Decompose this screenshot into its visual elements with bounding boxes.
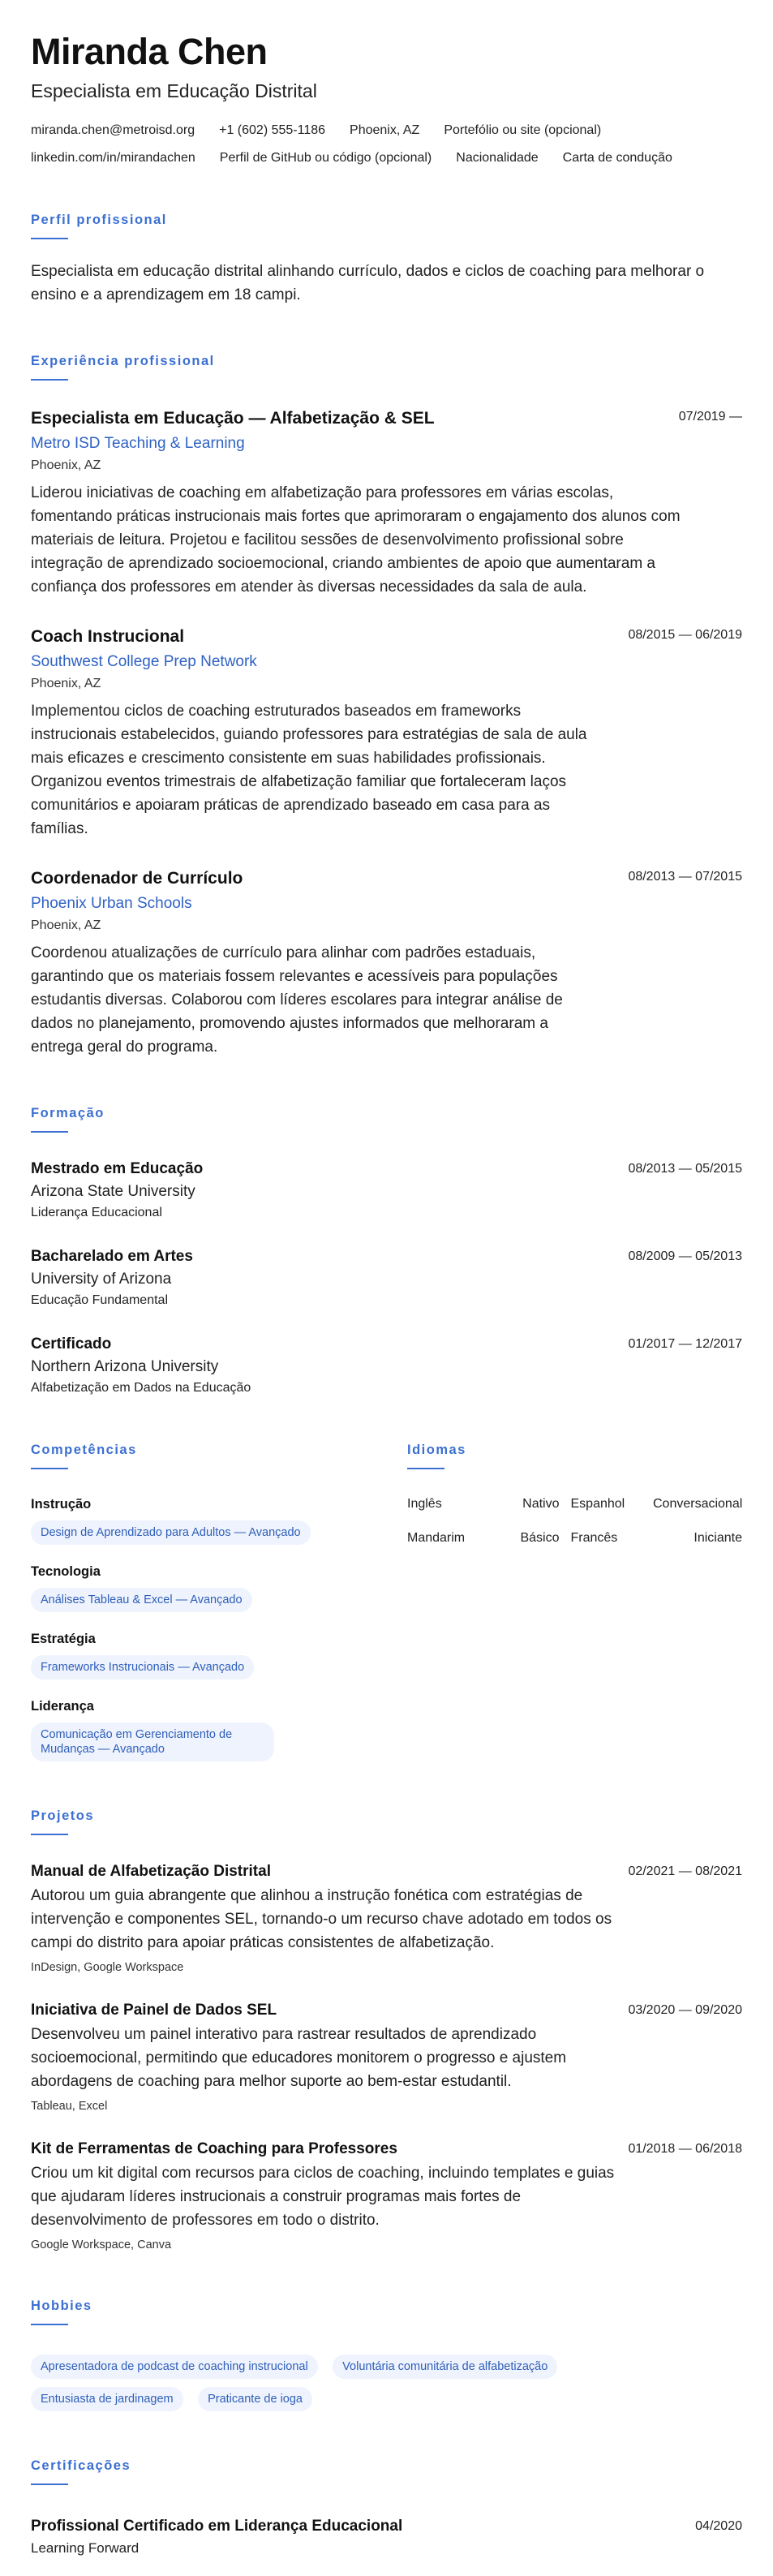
- field-of-study: Alfabetização em Dados na Educação: [31, 1381, 251, 1395]
- project-tools: Tableau, Excel: [31, 2100, 108, 2113]
- skill-tag: Design de Aprendizado para Adultos — Avançado: [31, 1520, 311, 1545]
- hobby-tag: Apresentadora de podcast de coaching instrucional: [31, 2355, 318, 2379]
- school-name: Northern Arizona University: [31, 1358, 219, 1375]
- language-name: Francês: [570, 1531, 618, 1545]
- section-title: Perfil profissional: [31, 213, 167, 227]
- certification-entry: [31, 2518, 742, 2557]
- certification-name: Profissional Certificado em Liderança Educacional: [31, 2518, 403, 2535]
- project-name: Manual de Alfabetização Distrital: [31, 1863, 271, 1880]
- project-description: Desenvolveu um painel interativo para rastrear resultados de aprendizado socioemocional, permitindo que educadores monitorem o progresso e ajustem abordagens de coaching para melhor suporte ao bem-estar estudantil.: [31, 2026, 567, 2090]
- languages-grid: [407, 1497, 742, 1546]
- degree-title: Certificado: [31, 1335, 112, 1353]
- section-divider: [31, 238, 68, 239]
- field-of-study: Educação Fundamental: [31, 1293, 168, 1307]
- experience-entry: [31, 626, 742, 841]
- education-entry: [31, 1248, 742, 1308]
- section-divider: [31, 2484, 68, 2485]
- skill-group: [31, 1699, 407, 1761]
- job-location: Phoenix, AZ: [31, 677, 101, 690]
- project-dates: 03/2020 — 09/2020: [628, 2003, 742, 2017]
- project-dates: 01/2018 — 06/2018: [628, 2142, 742, 2156]
- candidate-headline: Especialista em Educação Distrital: [31, 80, 317, 101]
- contact-row-secondary: [31, 151, 742, 166]
- education-dates: 08/2013 — 05/2015: [628, 1162, 742, 1176]
- skills-section: [31, 1443, 407, 1761]
- contact-driving-license: Carta de condução: [562, 151, 672, 165]
- project-name: Kit de Ferramentas de Coaching para Professores: [31, 2140, 397, 2157]
- job-location: Phoenix, AZ: [31, 458, 101, 472]
- contact-nationality: Nacionalidade: [456, 151, 539, 165]
- section-title: Projetos: [31, 1808, 95, 1823]
- school-name: University of Arizona: [31, 1271, 172, 1288]
- contact-email[interactable]: miranda.chen@metroisd.org: [31, 123, 195, 137]
- project-dates: 02/2021 — 08/2021: [628, 1864, 742, 1878]
- project-tools: InDesign, Google Workspace: [31, 1961, 184, 1974]
- job-title: Coach Instrucional: [31, 627, 185, 646]
- hobby-tag: Entusiasta de jardinagem: [31, 2387, 183, 2411]
- job-location: Phoenix, AZ: [31, 918, 101, 932]
- skill-group: [31, 1497, 407, 1545]
- certifications-section: [31, 2458, 742, 2557]
- job-organization: Metro ISD Teaching & Learning: [31, 435, 245, 452]
- contact-linkedin[interactable]: linkedin.com/in/mirandachen: [31, 151, 195, 165]
- profile-section: [31, 213, 742, 307]
- contact-phone[interactable]: +1 (602) 555-1186: [219, 123, 326, 137]
- education-dates: 01/2017 — 12/2017: [628, 1337, 742, 1351]
- certification-issuer: Learning Forward: [31, 2540, 140, 2556]
- section-title: Competências: [31, 1443, 137, 1457]
- hobbies-section: [31, 2299, 742, 2411]
- section-divider: [31, 2324, 68, 2325]
- skill-category: Tecnologia: [31, 1564, 101, 1579]
- skill-category: Instrução: [31, 1497, 92, 1512]
- skill-category: Liderança: [31, 1699, 94, 1714]
- section-divider: [31, 1834, 68, 1835]
- hobby-tag: Praticante de ioga: [198, 2387, 312, 2411]
- candidate-name: Miranda Chen: [31, 31, 268, 72]
- language-level: Conversacional: [653, 1497, 743, 1511]
- project-description: Autorou um guia abrangente que alinhou a instrução fonética com estratégias de intervenção e componentes SEL, tornando-o um recurso chave adotado em todos os campi do distrito para apoiar práticas consistentes de alfabetização.: [31, 1887, 612, 1951]
- project-name: Iniciativa de Painel de Dados SEL: [31, 2002, 277, 2019]
- skills-languages-row: [31, 1443, 742, 1761]
- job-description: Implementou ciclos de coaching estruturados baseados em frameworks instrucionais estabelecidos, guiando professores para estratégias de sala de aula mais eficazes e crescimento consistente em suas habilidades profissionais. Organizou eventos trimestrais de alfabetização familiar que fortaleceram laços comunitários e apoiaram práticas de aprendizado baseado em casa para as famílias.: [31, 703, 587, 837]
- profile-summary: Especialista em educação distrital alinhando currículo, dados e ciclos de coaching para melhorar o ensino e a aprendizagem em 18 campi.: [31, 263, 705, 303]
- languages-section: [407, 1443, 742, 1761]
- skill-tag: Comunicação em Gerenciamento de Mudanças — Avançado: [31, 1722, 274, 1761]
- section-title: Hobbies: [31, 2299, 92, 2313]
- contact-portfolio[interactable]: Portefólio ou site (opcional): [444, 123, 602, 137]
- hobby-tag: Voluntária comunitária de alfabetização: [333, 2355, 557, 2379]
- section-divider: [407, 1468, 444, 1469]
- section-title: Certificações: [31, 2458, 131, 2473]
- field-of-study: Liderança Educacional: [31, 1206, 162, 1219]
- experience-section: [31, 354, 742, 1059]
- section-title: Formação: [31, 1106, 105, 1120]
- degree-title: Mestrado em Educação: [31, 1160, 204, 1177]
- projects-section: [31, 1808, 742, 2251]
- project-description: Criou um kit digital com recursos para ciclos de coaching, incluindo templates e guias que ajudaram líderes instrucionais a construir programas mais fortes de desenvolvimento de professores em todo o distrito.: [31, 2165, 615, 2229]
- language-name: Mandarim: [407, 1531, 466, 1545]
- school-name: Arizona State University: [31, 1183, 195, 1200]
- job-dates: 07/2019 —: [678, 410, 742, 424]
- contact-location: Phoenix, AZ: [350, 123, 420, 137]
- job-title: Especialista em Educação — Alfabetização & SEL: [31, 409, 435, 428]
- hobby-list: [31, 2346, 696, 2411]
- education-entry: [31, 1335, 742, 1396]
- certification-date: 04/2020: [695, 2519, 742, 2533]
- language-level: Básico: [520, 1531, 560, 1545]
- section-title: Experiência profissional: [31, 354, 215, 368]
- project-tools: Google Workspace, Canva: [31, 2238, 172, 2251]
- job-title: Coordenador de Currículo: [31, 869, 243, 888]
- project-entry: [31, 2140, 742, 2251]
- education-entry: [31, 1160, 742, 1220]
- section-divider: [31, 1468, 68, 1469]
- job-description: Coordenou atualizações de currículo para alinhar com padrões estaduais, garantindo que os materiais fossem relevantes e acessíveis para populações estudantis diversas. Colaborou com líderes escolares para integrar análise de dados no planejamento, promovendo ajustes informados que melhoraram a entrega geral do programa.: [31, 944, 563, 1056]
- language-name: Espanhol: [570, 1497, 625, 1511]
- experience-entry: [31, 868, 742, 1059]
- job-dates: 08/2013 — 07/2015: [628, 870, 742, 884]
- job-dates: 08/2015 — 06/2019: [628, 628, 742, 642]
- job-description: Liderou iniciativas de coaching em alfabetização para professores em várias escolas, fomentando práticas instrucionais mais fortes que aprimoraram o engajamento dos alunos com materiais de leitura. Projetou e facilitou sessões de desenvolvimento profissional sobre integração de aprendizado socioemocional, criando ambientes de apoio que aumentaram a confiança dos professores em atender às diversas necessidades da sala de aula.: [31, 484, 681, 596]
- job-organization: Southwest College Prep Network: [31, 653, 257, 670]
- skill-tag: Frameworks Instrucionais — Avançado: [31, 1655, 254, 1679]
- resume-header: [31, 31, 742, 166]
- experience-entry: [31, 408, 742, 599]
- education-section: [31, 1106, 742, 1396]
- skill-group: [31, 1632, 407, 1679]
- section-title: Idiomas: [407, 1443, 466, 1457]
- contact-row: [31, 123, 742, 138]
- language-name: Inglês: [407, 1497, 442, 1511]
- education-dates: 08/2009 — 05/2013: [628, 1249, 742, 1263]
- project-entry: [31, 1863, 742, 1974]
- section-divider: [31, 1131, 68, 1133]
- job-organization: Phoenix Urban Schools: [31, 895, 192, 912]
- degree-title: Bacharelado em Artes: [31, 1248, 193, 1265]
- project-entry: [31, 2002, 742, 2113]
- skill-tag: Análises Tableau & Excel — Avançado: [31, 1588, 252, 1612]
- contact-github[interactable]: Perfil de GitHub ou código (opcional): [219, 151, 432, 165]
- section-divider: [31, 379, 68, 381]
- skill-group: [31, 1564, 407, 1612]
- language-level: Iniciante: [694, 1531, 742, 1545]
- language-level: Nativo: [522, 1497, 560, 1511]
- skill-category: Estratégia: [31, 1632, 96, 1646]
